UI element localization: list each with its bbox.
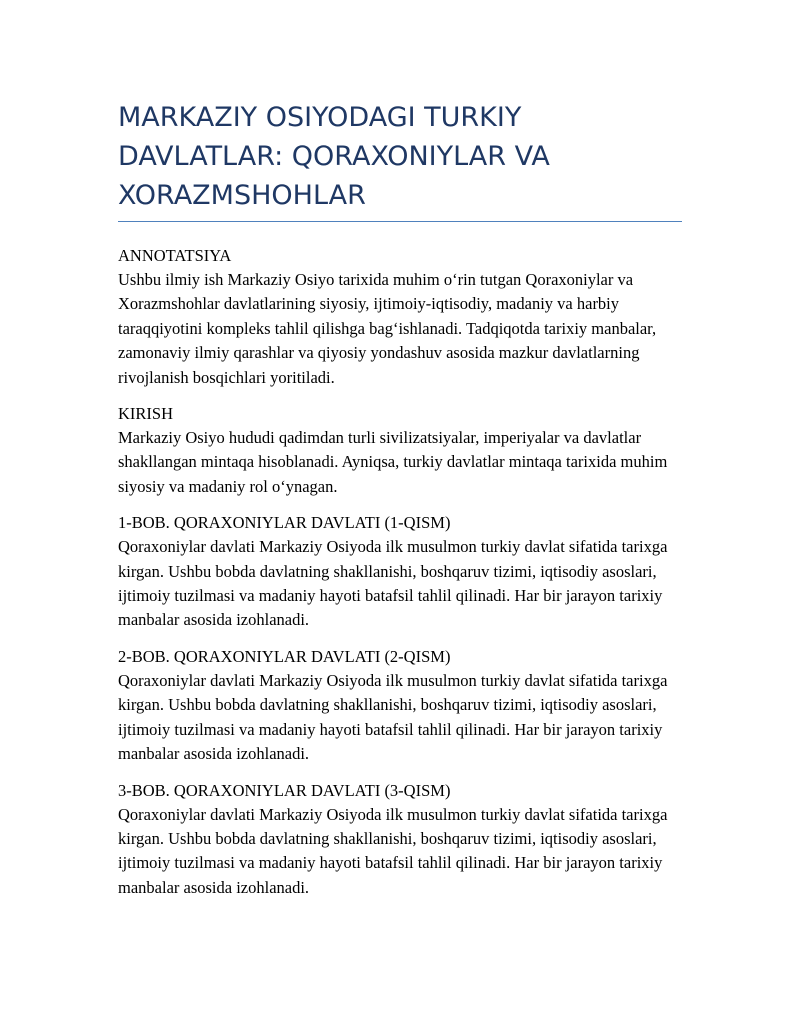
section-body: Markaziy Osiyo hududi qadimdan turli sivilizatsiyalar, imperiyalar va davlatlar shakllangan mintaqa hisoblanadi. Ayniqsa, turkiy davlatlar mintaqa tarixida muhim siyosiy va madaniy rol o‘ynagan. — [118, 428, 668, 496]
section-annotatsiya — [118, 244, 682, 390]
section-bob-2 — [118, 645, 682, 767]
section-body: Qoraxoniylar davlati Markaziy Osiyoda ilk musulmon turkiy davlat sifatida tarixga kirgan. Ushbu bobda davlatning shakllanishi, boshqaruv tizimi, iqtisodiy asoslari, ijtimoiy tuzilmasi va madaniy hayoti batafsil tahlil qilinadi. Har bir jarayon tarixiy manbalar asosida izohlanadi. — [118, 537, 668, 630]
document-title: MARKAZIY OSIYODAGI TURKIY DAVLATLAR: QORAXONIYLAR VA XORAZMSHOHLAR — [118, 98, 682, 222]
section-bob-3 — [118, 779, 682, 901]
section-heading: 2-BOB. QORAXONIYLAR DAVLATI (2-QISM) — [118, 646, 451, 666]
section-body: Ushbu ilmiy ish Markaziy Osiyo tarixida muhim o‘rin tutgan Qoraxoniylar va Xorazmshohlar davlatlarining siyosiy, ijtimoiy-iqtisodiy, madaniy va harbiy taraqqiyotini kompleks tahlil qilishga bag‘ishlanadi. Tadqiqotda tarixiy manbalar, zamonaviy ilmiy qarashlar va qiyosiy yondashuv asosida mazkur davlatlarning rivojlanish bosqichlari yoritiladi. — [118, 270, 657, 387]
section-kirish — [118, 402, 682, 499]
sections-container — [118, 244, 682, 900]
section-bob-1 — [118, 511, 682, 633]
page-content — [118, 98, 682, 912]
section-heading: ANNOTATSIYA — [118, 246, 232, 265]
section-heading: KIRISH — [118, 404, 174, 424]
section-body: Qoraxoniylar davlati Markaziy Osiyoda ilk musulmon turkiy davlat sifatida tarixga kirgan. Ushbu bobda davlatning shakllanishi, boshqaruv tizimi, iqtisodiy asoslari, ijtimoiy tuzilmasi va madaniy hayoti batafsil tahlil qilinadi. Har bir jarayon tarixiy manbalar asosida izohlanadi. — [118, 670, 668, 764]
section-heading: 3-BOB. QORAXONIYLAR DAVLATI (3-QISM) — [118, 780, 451, 800]
section-body: Qoraxoniylar davlati Markaziy Osiyoda ilk musulmon turkiy davlat sifatida tarixga kirgan. Ushbu bobda davlatning shakllanishi, boshqaruv tizimi, iqtisodiy asoslari, ijtimoiy tuzilmasi va madaniy hayoti batafsil tahlil qilinadi. Har bir jarayon tarixiy manbalar asosida izohlanadi. — [118, 804, 668, 897]
section-heading: 1-BOB. QORAXONIYLAR DAVLATI (1-QISM) — [118, 513, 451, 533]
